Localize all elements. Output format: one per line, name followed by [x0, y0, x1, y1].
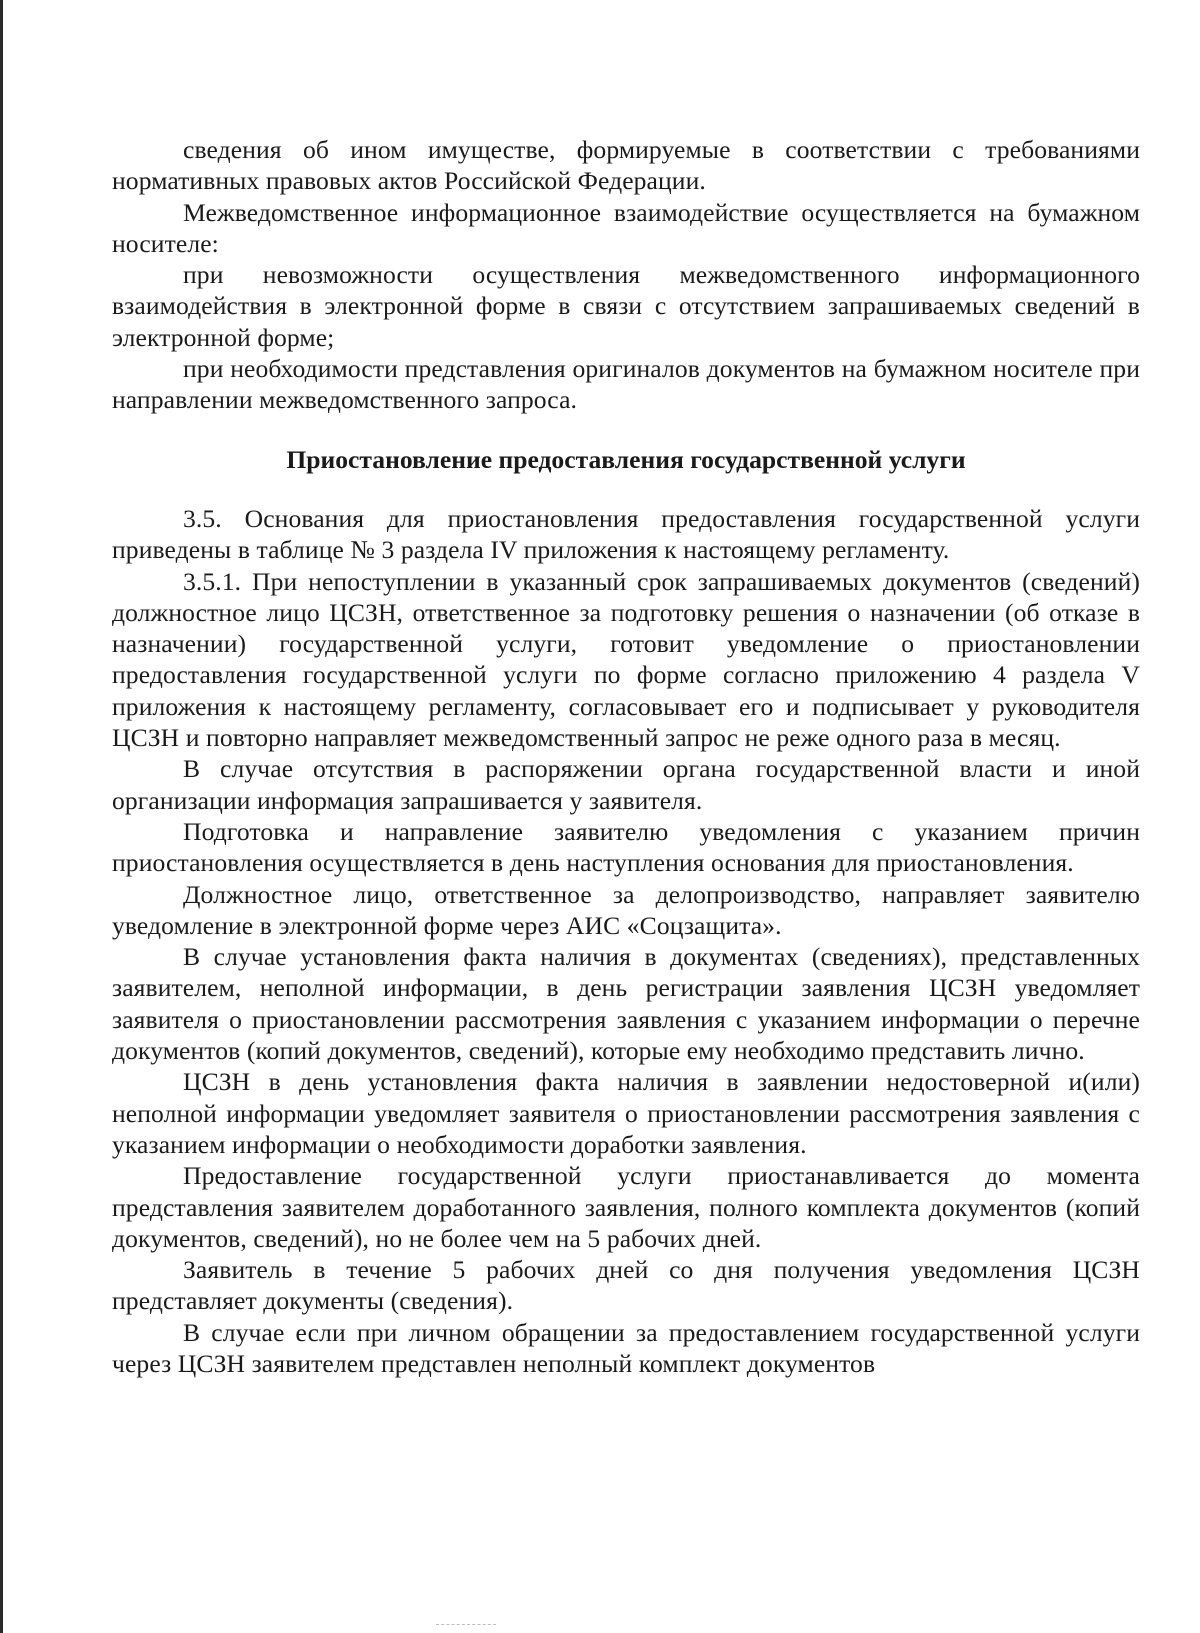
scan-artifact — [436, 1624, 496, 1629]
paragraph: Подготовка и направление заявителю уведомления с указанием причин приостановления осуществляется в день наступления основания для приостановления. — [112, 816, 1140, 878]
paragraph: В случае если при личном обращении за предоставлением государственной услуги через ЦСЗН заявителем представлен неполный комплект документов — [112, 1317, 1140, 1378]
paragraph: 3.5. Основания для приостановления предоставления государственной услуги приведены в таблице № 3 раздела IV приложения к настоящему регламенту. — [112, 503, 1140, 565]
section-heading: Приостановление предоставления государственной услуги — [286, 444, 966, 474]
paragraph: 3.5.1. При непоступлении в указанный срок запрашиваемых документов (сведений) должностное лицо ЦСЗН, ответственное за подготовку решения о назначении (об отказе в назначении) государственной услуги, готовит уведомление о приостановлении предоставления государственной услуги по форме согласно приложению 4 раздела V приложения к настоящему регламенту, согласовывает его и подписывает у руководителя ЦСЗН и повторно направляет межведомственный запрос не реже одного раза в месяц. — [112, 566, 1140, 753]
paragraph: Межведомственное информационное взаимодействие осуществляется на бумажном носителе: — [112, 197, 1140, 258]
document-body — [112, 134, 1140, 1379]
paragraph: сведения об ином имуществе, формируемые в соответствии с требованиями нормативных правовых актов Российской Федерации. — [112, 135, 1140, 196]
scan-edge — [0, 0, 3, 1633]
paragraph: Предоставление государственной услуги приостанавливается до момента представления заявителем доработанного заявления, полного комплекта документов (копий документов, сведений), но не более чем на 5 рабочих дней. — [112, 1161, 1140, 1253]
paragraph: ЦСЗН в день установления факта наличия в заявлении недостоверной и(или) неполной информации уведомляет заявителя о приостановлении рассмотрения заявления с указанием информации о необходимости доработки заявления. — [112, 1067, 1140, 1159]
paragraph: Должностное лицо, ответственное за делопроизводство, направляет заявителю уведомление в электронной форме через АИС «Соцзащита». — [112, 879, 1140, 940]
paragraph: В случае отсутствия в распоряжении органа государственной власти и иной организации информация запрашивается у заявителя. — [112, 754, 1140, 815]
paragraph: Заявитель в течение 5 рабочих дней со дня получения уведомления ЦСЗН представляет документы (сведения). — [112, 1255, 1140, 1316]
paragraph: при невозможности осуществления межведомственного информационного взаимодействия в электронной форме в связи с отсутствием запрашиваемых сведений в электронной форме; — [112, 260, 1140, 352]
paragraph: В случае установления факта наличия в документах (сведениях), представленных заявителем, неполной информации, в день регистрации заявления ЦСЗН уведомляет заявителя о приостановлении рассмотрения заявления с указанием информации о перечне документов (копий документов, сведений), которые ему необходимо представить лично. — [112, 942, 1140, 1066]
paragraph: при необходимости представления оригиналов документов на бумажном носителе при направлении межведомственного запроса. — [112, 354, 1140, 415]
